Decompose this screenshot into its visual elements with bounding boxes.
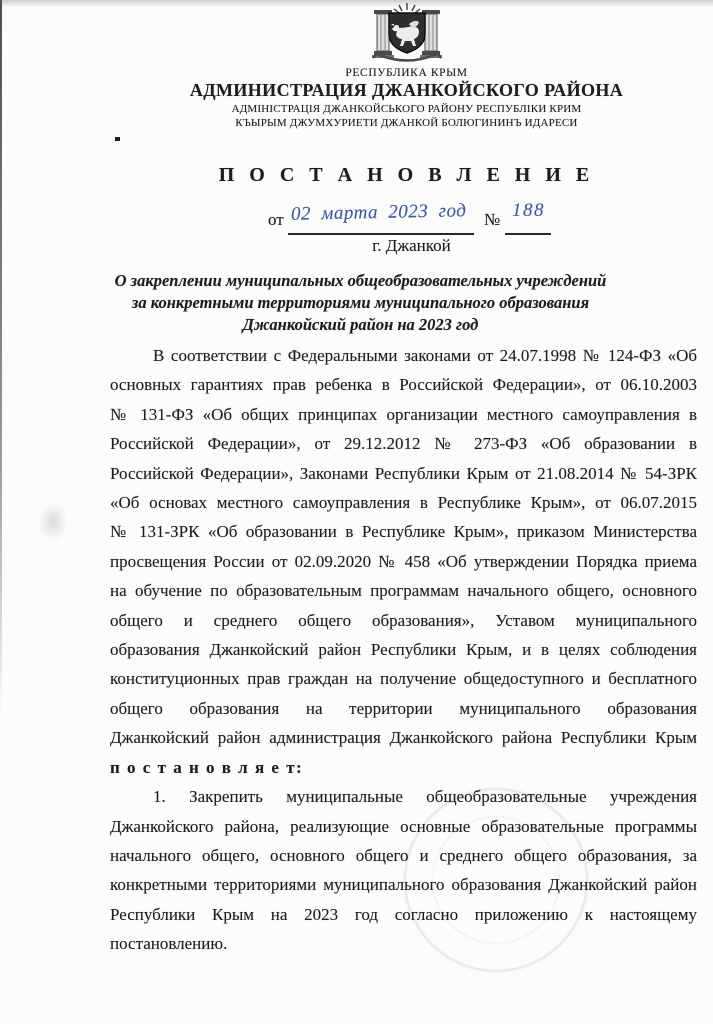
body-line: основных гарантиях прав ребенка в Российской Федерации», от 06.10.2003 [110,375,697,395]
subject-heading [4,270,713,335]
body-line: начального общего, основного общего и среднего общего образования, за [110,845,697,865]
body-line: Джанкойского района, реализующие основные образовательные программы [110,816,697,836]
handwritten-date: 02 марта 2023 год [290,200,467,225]
letterhead [50,67,713,129]
scan-edge-left [0,0,2,1024]
body-line: конкретными территориями муниципального образования Джанкойский район [110,875,697,895]
city-line: г. Джанкой [372,236,451,255]
document-body [110,341,697,959]
crimea-coat-of-arms-icon [368,2,446,66]
letterhead-republic: РЕСПУБЛИКА КРЫМ [345,67,468,79]
body-line: Республики Крым на 2023 год согласно приложению к настоящему [110,904,697,924]
body-line: общего и среднего общего образования», Уставом муниципального [110,610,697,630]
scan-artifact-dot [115,137,120,141]
subject-line: Джанкойский район на 2023 год [242,314,479,334]
body-line: Российской Федерации», от 29.12.2012 № 273-ФЗ «Об образовании в [110,434,697,454]
body-line: просвещения России от 02.09.2020 № 458 «Об утверждении Порядка приема [110,551,697,571]
body-line: «Об основах местного самоуправления в Республике Крым», от 06.07.2015 [110,493,697,513]
body-line: образования Джанкойский район Республики Крым, и в целях соблюдения [110,640,697,660]
date-from-label: от [268,210,284,229]
document-number-label: № [484,210,501,229]
letterhead-administration-ukrainian: АДМІНІСТРАЦІЯ ДЖАНКОЙСЬКОГО РАЙОНУ РЕСПУБЛІКИ КРИМ [231,103,582,116]
body-line: постановлению. [110,934,228,954]
letterhead-administration-crimean-tatar: КЪЫРЫМ ДЖУМХУРИЕТИ ДЖАНКОЙ БОЛЮГИНИНЪ ИДАРЕСИ [235,116,578,129]
body-line: конституционных прав граждан на получение общедоступного и бесплатного [110,669,697,689]
date-underline [288,233,474,235]
resolves-label: п о с т а н о в л я е т: [110,757,304,777]
body-line: общего образования на территории муниципального образования [110,698,697,718]
number-underline [505,233,551,235]
body-line: В соответствии с Федеральными законами от 24.07.1998 № 124-ФЗ «Об [153,346,697,365]
subject-line: О закреплении муниципальных общеобразовательных учреждений [114,271,607,290]
letterhead-administration: АДМИНИСТРАЦИЯ ДЖАНКОЙСКОГО РАЙОНА [189,79,624,100]
subject-line: за конкретными территориями муниципального образования [131,292,590,312]
scan-edge-top [0,0,713,7]
body-line: на обучение по образовательным программам начального общего, основного [110,581,697,601]
document-type-title: П О С Т А Н О В Л Е Н И Е [218,164,593,186]
body-line: Джанкойский район администрация Джанкойского района Республики Крым [110,728,697,748]
body-line: Российской Федерации», Законами Республики Крым от 21.08.2014 № 54-ЗРК [110,463,697,483]
body-line: 1. Закрепить муниципальные общеобразовательные учреждения [153,787,697,807]
handwritten-number: 188 [512,200,545,221]
body-line: № 131-ФЗ «Об общих принципах организации местного самоуправления в [110,404,697,424]
scan-smudge [38,503,68,541]
body-line: № 131-ЗРК «Об образовании в Республике Крым», приказом Министерства [110,522,697,542]
